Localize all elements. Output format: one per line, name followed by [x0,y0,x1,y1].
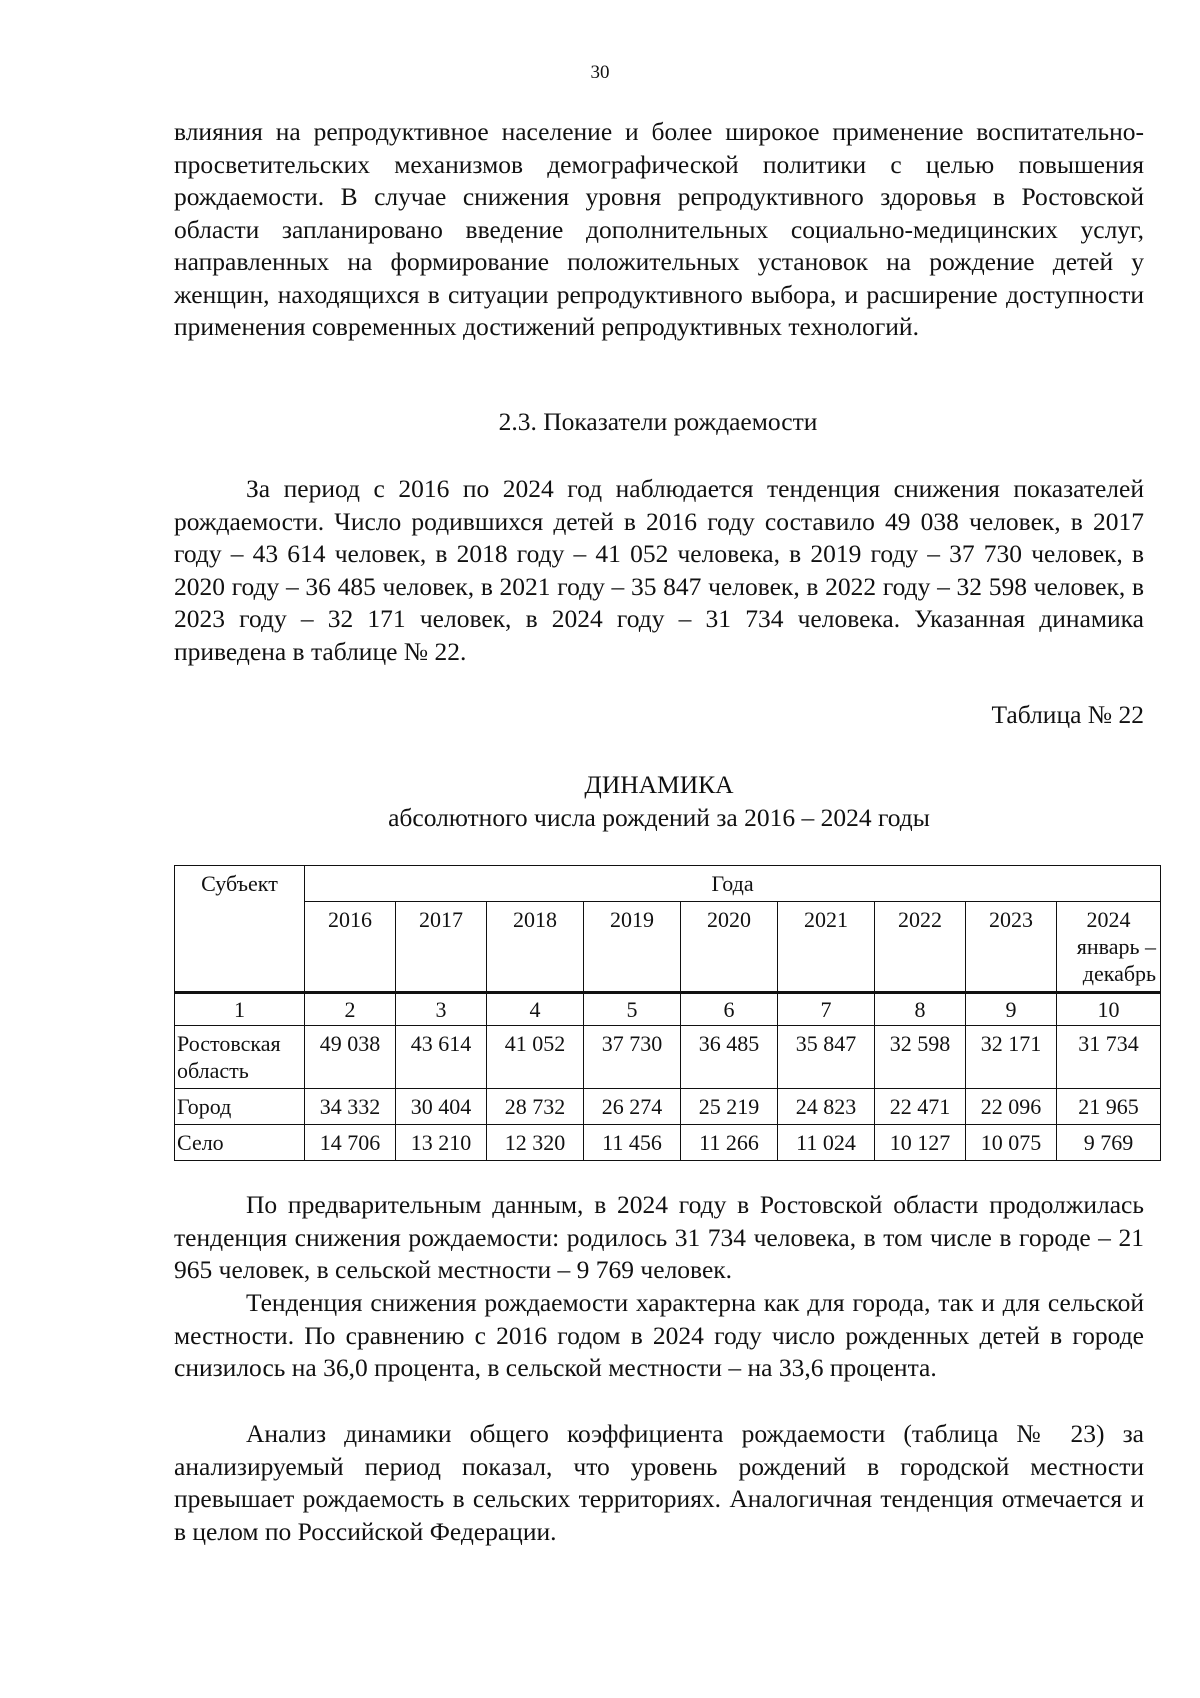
column-number: 8 [875,993,966,1026]
year-2024-period-end: декабрь [1082,961,1157,986]
table-cell: 10 075 [966,1125,1057,1161]
table-cell: 37 730 [584,1026,681,1089]
year-header: 2019 [584,902,681,993]
year-header: 2020 [681,902,778,993]
table-cell: 43 614 [396,1026,487,1089]
table-cell: 26 274 [584,1089,681,1125]
year-header: 2023 [966,902,1057,993]
year-2024-label: 2024 [1086,907,1131,932]
paragraph-coefficient-analysis: Анализ динамики общего коэффициента рождаемости (таблица № 23) за анализируемый период показал, что уровень рождений в городской местности превышает рождаемость в сельских территориях. Аналогичная тенденция отмечается и в целом по Российской Федерации. [174,1419,1144,1546]
column-number: 7 [778,993,875,1026]
year-header: 2017 [396,902,487,993]
section-heading: 2.3. Показатели рождаемости [498,407,818,436]
table-cell: 22 096 [966,1089,1057,1125]
births-table [174,865,1161,1161]
table-cell: 24 823 [778,1089,875,1125]
table-row-city [175,1089,1161,1125]
table-number-label: Таблица № 22 [991,700,1144,729]
column-number: 10 [1057,993,1161,1026]
table-cell: 32 598 [875,1026,966,1089]
column-number: 2 [305,993,396,1026]
row-subject: Город [175,1089,305,1125]
table-cell: 25 219 [681,1089,778,1125]
column-number: 1 [175,993,305,1026]
row-subject: Село [175,1125,305,1161]
table-cell: 31 734 [1057,1026,1161,1089]
table-cell: 34 332 [305,1089,396,1125]
table-cell: 49 038 [305,1026,396,1089]
table-cell: 11 266 [681,1125,778,1161]
table-cell: 14 706 [305,1125,396,1161]
table-cell: 11 024 [778,1125,875,1161]
table-years-row [175,902,1161,993]
years-header: Года [305,866,1161,902]
paragraph-urban-rural-trend: Тенденция снижения рождаемости характерна как для города, так и для сельской местности. По сравнению с 2016 годом в 2024 году число рожденных детей в городе снизилось на 36,0 процента, в сельской местности – на 33,6 процента. [174,1288,1144,1382]
table-row-village [175,1125,1161,1161]
table-cell: 30 404 [396,1089,487,1125]
table-cell: 12 320 [487,1125,584,1161]
table-header-row [175,866,1161,902]
column-number: 6 [681,993,778,1026]
subject-header: Субъект [175,866,305,993]
paragraph-intro: влияния на репродуктивное население и более широкое применение воспитательно-просветительских механизмов демографической политики с целью повышения рождаемости. В случае снижения уровня репродуктивного здоровья в Ростовской области запланировано введение дополнительных социально-медицинских услуг, направленных на формирование положительных установок на рождение детей у женщин, находящихся в ситуации репродуктивного выбора, и расширение доступности применения современных достижений репродуктивных технологий. [174,117,1144,341]
year-header: 2021 [778,902,875,993]
table-title: ДИНАМИКА [584,770,734,799]
column-number: 4 [487,993,584,1026]
column-number: 9 [966,993,1057,1026]
year-header: 2022 [875,902,966,993]
table-cell: 32 171 [966,1026,1057,1089]
table-cell: 36 485 [681,1026,778,1089]
table-row-region [175,1026,1161,1089]
table-subtitle: абсолютного числа рождений за 2016 – 2024 годы [388,803,930,832]
year-header-2024 [1057,902,1161,993]
table-cell: 22 471 [875,1089,966,1125]
column-number: 3 [396,993,487,1026]
row-subject: Ростовская область [175,1026,305,1089]
table-cell: 13 210 [396,1125,487,1161]
column-number-row [175,993,1161,1026]
table-cell: 11 456 [584,1125,681,1161]
year-header: 2018 [487,902,584,993]
table-cell: 41 052 [487,1026,584,1089]
table-cell: 28 732 [487,1089,584,1125]
year-2024-period-start: январь – [1076,934,1157,959]
paragraph-preliminary-data: По предварительным данным, в 2024 году в Ростовской области продолжилась тенденция снижения рождаемости: родилось 31 734 человека, в том числе в городе – 21 965 человек, в сельской местности – 9 769 человек. [174,1190,1144,1284]
page-number: 30 [590,62,610,83]
year-header: 2016 [305,902,396,993]
column-number: 5 [584,993,681,1026]
table-cell: 9 769 [1057,1125,1161,1161]
table-cell: 35 847 [778,1026,875,1089]
table-title-block [174,768,1144,834]
table-cell: 21 965 [1057,1089,1161,1125]
paragraph-birth-trend: За период с 2016 по 2024 год наблюдается тенденция снижения показателей рождаемости. Число родившихся детей в 2016 году составило 49 038 человек, в 2017 году – 43 614 человек, в 2018 году – 41 052 человека, в 2019 году – 37 730 человек, в 2020 году – 36 485 человек, в 2021 году – 35 847 человек, в 2022 году – 32 598 человек, в 2023 году – 32 171 человек, в 2024 году – 31 734 человека. Указанная динамика приведена в таблице № 22. [174,474,1144,666]
table-cell: 10 127 [875,1125,966,1161]
